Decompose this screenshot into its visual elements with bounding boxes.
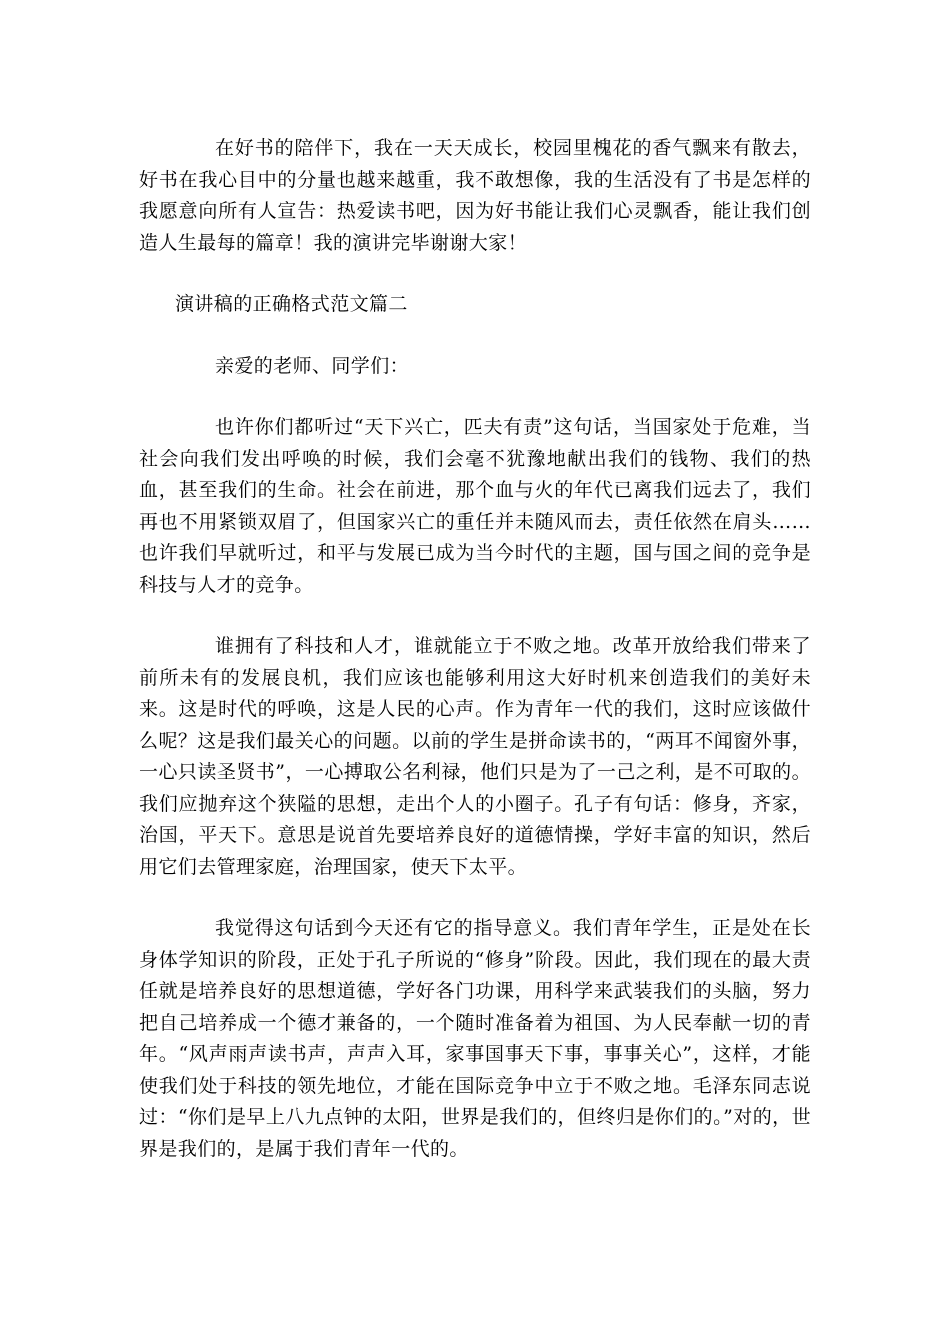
greeting-line: 亲爱的老师、同学们： <box>215 354 410 377</box>
section-title: 演讲稿的正确格式范文篇二 <box>175 293 408 315</box>
paragraph-3: 我觉得这句话到今天还有它的指导意义。我们青年学生，正是处在长身体学知识的阶段，正处于孔子所说的“修身”阶段。因此，我们现在的最大责任就是培养良好的思想道德，学好各门功课，用科学来武装我们的头脑，努力把自己培养成一个德才兼备的，一个随时准备着为祖国、为人民奉献一切的青年。“风声雨声读书声，声声入耳，家事国事天下事，事事关心”，这样，才能使我们处于科技的领先地位，才能在国际竞争中立于不败之地。毛泽东同志说过：“你们是早上八九点钟的太阳，世界是我们的，但终归是你们的。”对的，世界是我们的，是属于我们青年一代的。 <box>139 917 811 1160</box>
paragraph-2: 谁拥有了科技和人才，谁就能立于不败之地。改革开放给我们带来了前所未有的发展良机，我们应该也能够利用这大好时机来创造我们的美好未来。这是时代的呼唤，这是人民的心声。作为青年一代的我们，这时应该做什么呢？这是我们最关心的问题。以前的学生是拼命读书的，“两耳不闻窗外事，一心只读圣贤书”，一心搏取公名利禄，他们只是为了一己之利，是不可取的。我们应抛弃这个狭隘的思想，走出个人的小圈子。孔子有句话：修身，齐家，治国，平天下。意思是说首先要培养良好的道德情操，学好丰富的知识，然后用它们去管理家庭，治理国家，使天下太平。 <box>139 635 811 878</box>
document-body <box>139 133 811 1195</box>
paragraph-closing-remarks: 在好书的陪伴下，我在一天天成长，校园里槐花的香气飘来有散去，好书在我心目中的分量也越来越重，我不敢想像，我的生活没有了书是怎样的我愿意向所有人宣告：热爱读书吧，因为好书能让我们心灵飘香，能让我们创造人生最每的篇章！我的演讲完毕谢谢大家！ <box>139 137 811 254</box>
paragraph-1: 也许你们都听过“天下兴亡，匹夫有责”这句话，当国家处于危难，当社会向我们发出呼唤的时候，我们会毫不犹豫地献出我们的钱物、我们的热血，甚至我们的生命。社会在前进，那个血与火的年代已离我们远去了，我们再也不用紧锁双眉了，但国家兴亡的重任并未随风而去，责任依然在肩头……也许我们早就听过，和平与发展已成为当今时代的主题，国与国之间的竞争是科技与人才的竞争。 <box>139 416 811 596</box>
